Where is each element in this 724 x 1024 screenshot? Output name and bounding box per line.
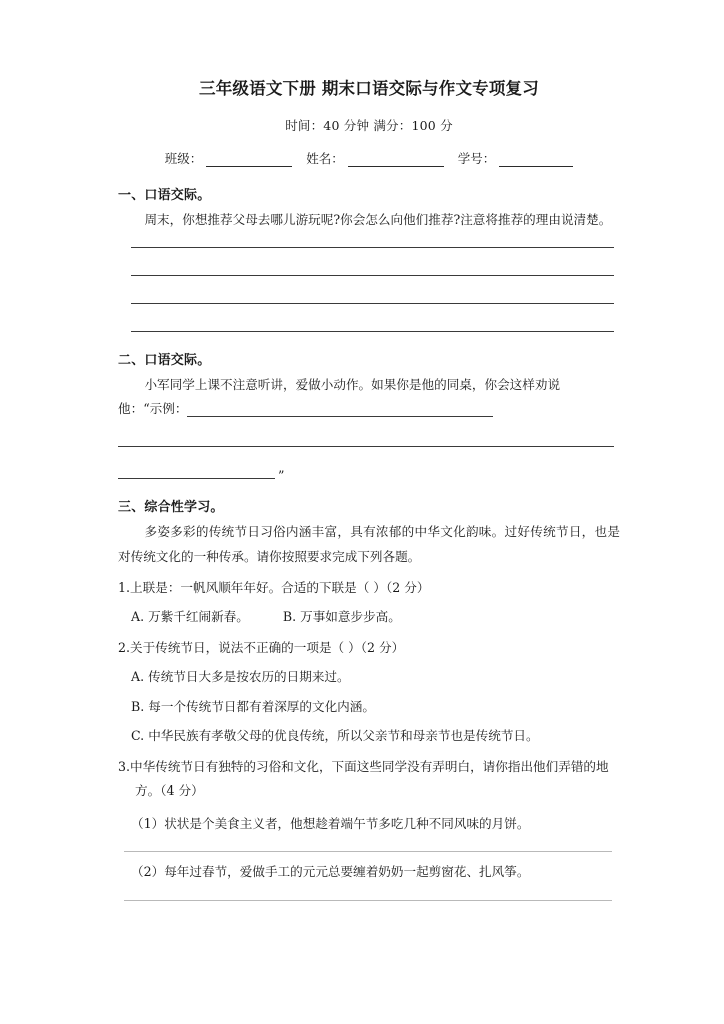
section-heading-2: 二、口语交际。 [118,352,211,368]
question-1-number: 1. [118,579,131,595]
section-3-prompt: 多姿多彩的传统节日习俗内涵丰富，具有浓郁的中华文化韵味。过好传统节日，也是对传统文化的一种传承。请你按照要求完成下列各题。 [118,524,620,564]
page-title: 三年级语文下册 期末口语交际与作文专项复习 [199,79,539,98]
student-meta-row [118,134,620,167]
question-1-text: 上联是：一帆风顺年年好。合适的下联是（ ）（2 分） [130,579,430,595]
name-blank[interactable] [348,153,444,167]
question-3-sub-1: （1）状状是个美食主义者，他想趁着端午节多吃几种不同风味的月饼。 [131,815,530,831]
answer-rule[interactable] [131,275,614,276]
answer-rule-short[interactable] [118,478,275,479]
student-id-field[interactable] [458,149,574,167]
question-2 [118,630,620,661]
question-2-text: 关于传统节日，说法不正确的一项是（ ）（2 分） [130,639,405,655]
question-3-sub-2: （2）每年过春节，爱做手工的元元总要缠着奶奶一起剪窗花、扎风筝。 [131,864,530,880]
exam-subtitle: 时间：40 分钟 满分：100 分 [285,118,453,134]
class-label: 班级： [164,151,203,167]
section-1-prompt: 周末，你想推荐父母去哪儿游玩呢?你会怎么向他们推荐?注意将推荐的理由说清楚。 [144,212,612,228]
student-id-blank[interactable] [499,153,573,167]
name-field[interactable] [306,149,458,167]
question-1 [118,570,620,601]
question-3-text: 中华传统节日有独特的习俗和文化，下面这些同学没有弄明白，请你指出他们弄错的地方。（4 分） [130,758,609,799]
answer-rule[interactable] [118,446,614,447]
section-heading-3: 三、综合性学习。 [118,500,224,516]
closing-quote: ” [278,467,285,483]
section-2-answer-end [118,467,620,483]
class-blank[interactable] [206,153,292,167]
answer-rule[interactable] [131,247,614,248]
section-2-prompt-line1: 小军同学上课不注意听讲，爱做小动作。如果你是他的同桌，你会这样劝说 [144,376,561,392]
answer-rule[interactable] [131,303,614,304]
question-3 [118,749,620,804]
answer-rule-inline[interactable] [187,402,493,417]
section-heading-1: 一、口语交际。 [118,188,211,204]
question-3-number: 3. [118,758,131,774]
question-1-option-b[interactable]: B. 万事如意步步高。 [282,609,401,625]
question-2-option-b[interactable]: B. 每一个传统节日都有着深厚的文化内涵。 [131,698,375,714]
question-1-options [118,600,620,630]
section-2-example-label: 他：“示例： [118,401,188,417]
section-1-answer-area[interactable] [118,233,620,332]
student-id-label: 学号： [457,151,496,167]
question-2-option-a[interactable]: A. 传统节日大多是按农历的日期来过。 [131,669,350,685]
question-2-option-c[interactable]: C. 中华民族有孝敬父母的优良传统，所以父亲节和母亲节也是传统节日。 [131,728,539,744]
name-label: 姓名： [306,151,344,167]
question-1-option-a[interactable]: A. 万紫千红闹新春。 [131,609,249,625]
section-2-prompt-line2 [118,397,620,422]
class-field[interactable] [165,149,307,167]
question-2-number: 2. [118,639,131,655]
answer-rule-thin[interactable] [124,900,612,901]
